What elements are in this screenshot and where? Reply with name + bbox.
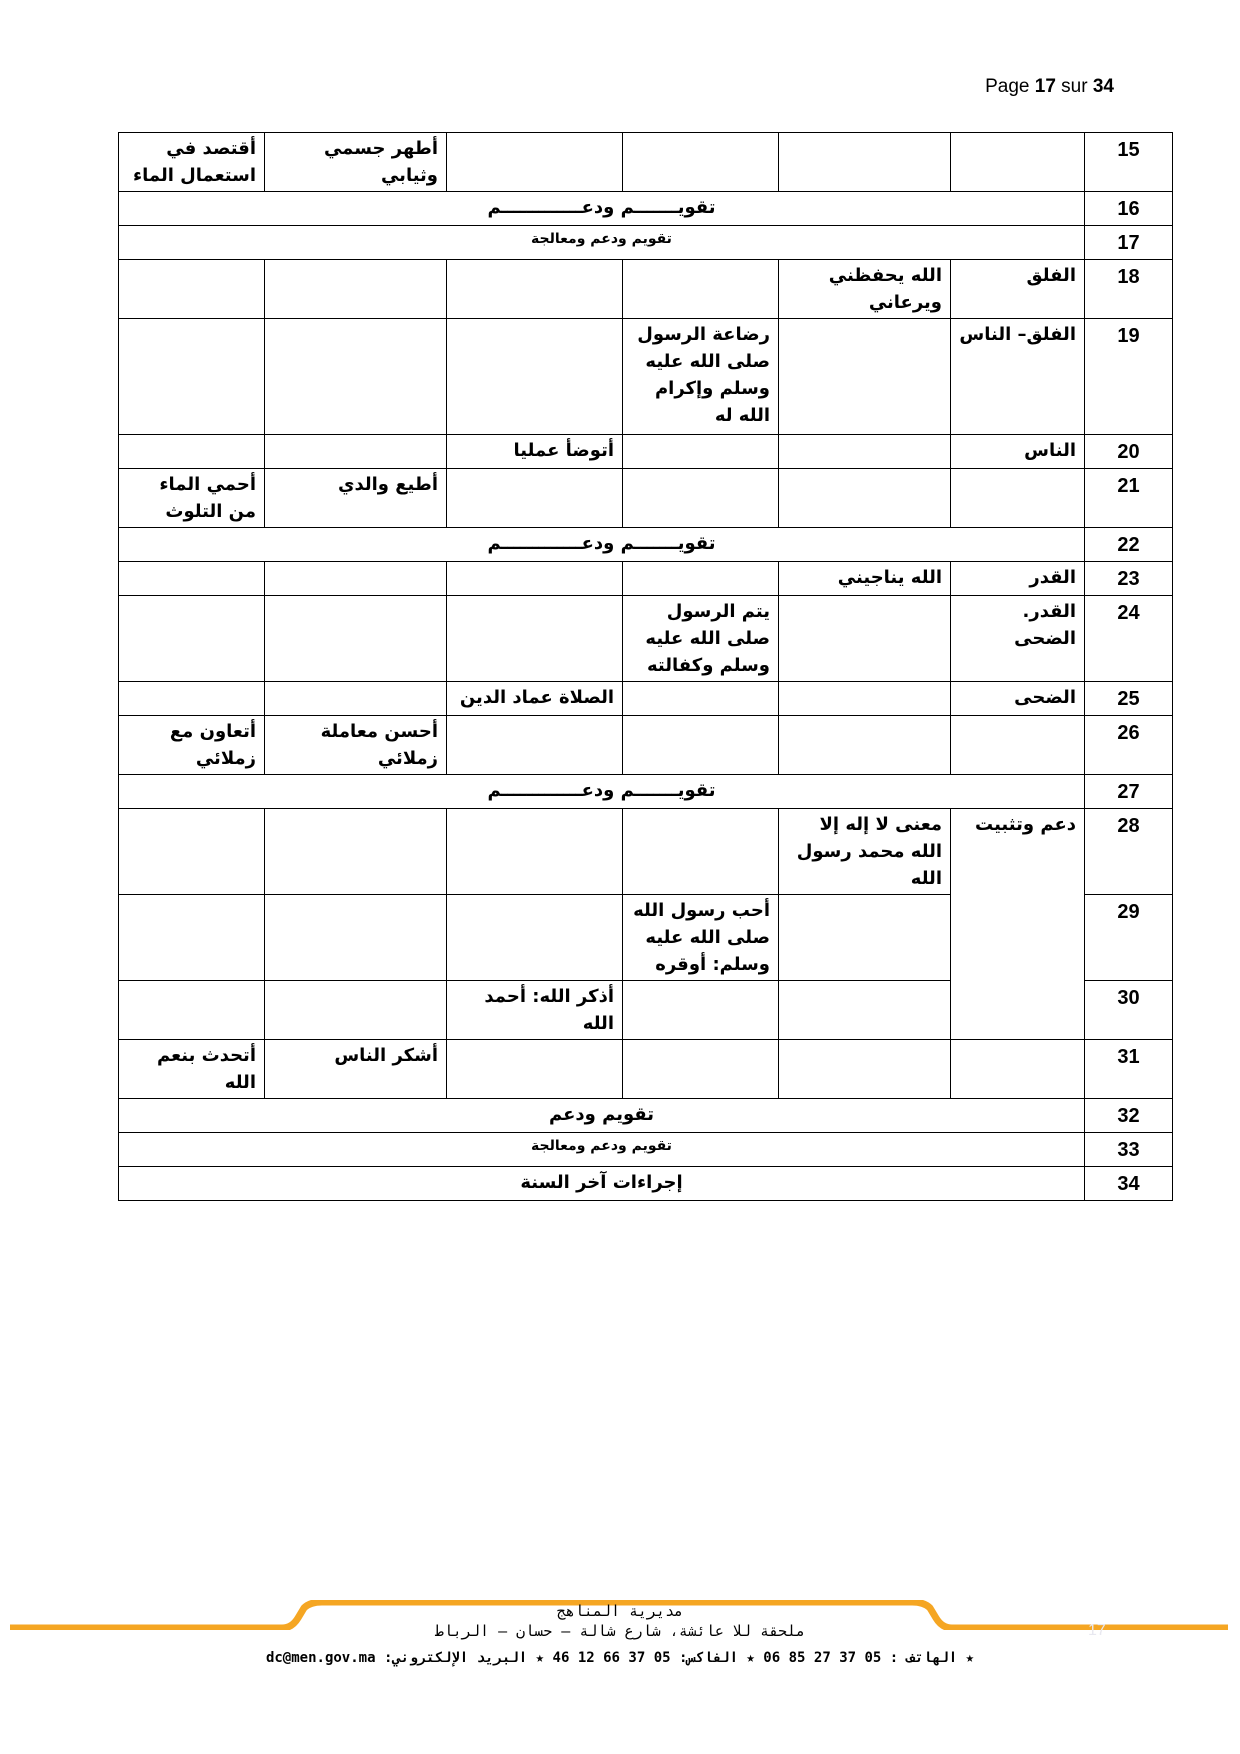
table-cell: أشكر الناس xyxy=(265,1040,447,1099)
table-row xyxy=(119,319,1173,435)
table-cell: أطيع والدي xyxy=(265,469,447,528)
table-cell: الناس xyxy=(951,435,1085,469)
footer-directorate: مديرية المناهج xyxy=(556,1602,684,1620)
table-cell xyxy=(623,260,779,319)
table-cell: أحمي الماء من التلوث xyxy=(119,469,265,528)
table-row xyxy=(119,562,1173,596)
table-cell xyxy=(447,809,623,895)
week-number: 33 xyxy=(1085,1133,1173,1167)
week-number: 17 xyxy=(1085,226,1173,260)
page-label: Page xyxy=(985,76,1030,97)
table-row xyxy=(119,260,1173,319)
page-number xyxy=(985,76,1114,98)
assessment-cell: تقويم ودعم ومعالجة xyxy=(119,1133,1085,1167)
assessment-cell: تقويـــــــم ودعـــــــــــــم xyxy=(119,528,1085,562)
table-row xyxy=(119,528,1173,562)
table-cell xyxy=(951,469,1085,528)
table-cell: الفلق– الناس xyxy=(951,319,1085,435)
table-cell xyxy=(623,981,779,1040)
assessment-cell: تقويم ودعم ومعالجة xyxy=(119,226,1085,260)
table-cell xyxy=(623,809,779,895)
table-cell xyxy=(119,319,265,435)
table-cell: أذكر الله: أحمد الله xyxy=(447,981,623,1040)
table-cell: القدر. الضحى xyxy=(951,596,1085,682)
table-cell: أحب رسول الله صلى الله عليه وسلم: أوقره xyxy=(623,895,779,981)
table-row xyxy=(119,716,1173,775)
table-cell xyxy=(623,682,779,716)
week-number: 25 xyxy=(1085,682,1173,716)
week-number: 34 xyxy=(1085,1167,1173,1201)
table-row xyxy=(119,192,1173,226)
table-cell: الضحى xyxy=(951,682,1085,716)
week-number: 31 xyxy=(1085,1040,1173,1099)
table-row xyxy=(119,469,1173,528)
table-cell xyxy=(779,716,951,775)
table-cell xyxy=(779,981,951,1040)
table-cell xyxy=(447,133,623,192)
table-cell xyxy=(623,435,779,469)
table-cell: أحسن معاملة زملائي xyxy=(265,716,447,775)
table-cell xyxy=(951,133,1085,192)
week-number: 26 xyxy=(1085,716,1173,775)
table-cell xyxy=(623,562,779,596)
table-cell xyxy=(265,981,447,1040)
table-cell: أتعاون مع زملائي xyxy=(119,716,265,775)
table-cell xyxy=(779,319,951,435)
table-cell xyxy=(119,596,265,682)
table-row xyxy=(119,435,1173,469)
table-cell: أتوضأ عمليا xyxy=(447,435,623,469)
footer-contact: ★ الهاتف : 05 37 27 85 06 ★ الفاكس: 05 37 66 12 46 ★ البريد الإلكتروني: dc@men.gov.ma xyxy=(265,1650,975,1666)
table-cell: الله يحفظني ويرعاني xyxy=(779,260,951,319)
week-number: 29 xyxy=(1085,895,1173,981)
table-cell: الصلاة عماد الدين xyxy=(447,682,623,716)
table-cell xyxy=(265,260,447,319)
page-total: 34 xyxy=(1092,76,1114,97)
end-of-year-cell: إجراءات آخر السنة xyxy=(119,1167,1085,1201)
table-row xyxy=(119,596,1173,682)
table-cell xyxy=(779,1040,951,1099)
table-cell: أتحدث بنعم الله xyxy=(119,1040,265,1099)
table-cell: أقتصد في استعمال الماء xyxy=(119,133,265,192)
table-row xyxy=(119,682,1173,716)
table-cell xyxy=(265,596,447,682)
table-cell xyxy=(951,895,1085,981)
table-cell xyxy=(119,981,265,1040)
table-cell xyxy=(447,562,623,596)
table-cell xyxy=(623,469,779,528)
table-row xyxy=(119,1133,1173,1167)
table-row xyxy=(119,895,1173,981)
table-cell xyxy=(265,562,447,596)
table-cell xyxy=(447,260,623,319)
table-cell: دعم وتثبيت xyxy=(951,809,1085,895)
table-cell xyxy=(265,809,447,895)
table-cell: القدر xyxy=(951,562,1085,596)
table-row xyxy=(119,809,1173,895)
table-cell xyxy=(119,260,265,319)
week-number: 32 xyxy=(1085,1099,1173,1133)
table-row xyxy=(119,226,1173,260)
table-cell xyxy=(779,682,951,716)
page-sur-label: sur xyxy=(1061,76,1088,97)
week-number: 19 xyxy=(1085,319,1173,435)
table-cell xyxy=(447,895,623,981)
table-cell xyxy=(779,469,951,528)
table-row xyxy=(119,1167,1173,1201)
table-cell xyxy=(623,133,779,192)
table-cell: رضاعة الرسول صلى الله عليه وسلم وإكرام الله له xyxy=(623,319,779,435)
table-cell xyxy=(779,895,951,981)
assessment-cell: تقويـــــــم ودعـــــــــــــم xyxy=(119,192,1085,226)
table-cell xyxy=(447,319,623,435)
table-cell xyxy=(779,435,951,469)
table-cell xyxy=(119,809,265,895)
table-cell xyxy=(265,682,447,716)
week-number: 30 xyxy=(1085,981,1173,1040)
table-cell xyxy=(447,1040,623,1099)
assessment-cell: تقويم ودعم xyxy=(119,1099,1085,1133)
table-row xyxy=(119,1040,1173,1099)
week-number: 28 xyxy=(1085,809,1173,895)
table-cell xyxy=(265,895,447,981)
table-cell xyxy=(447,596,623,682)
table-cell: الفلق xyxy=(951,260,1085,319)
week-number: 21 xyxy=(1085,469,1173,528)
table-cell xyxy=(779,596,951,682)
table-cell xyxy=(951,981,1085,1040)
week-number: 15 xyxy=(1085,133,1173,192)
table-row xyxy=(119,981,1173,1040)
table-cell: أطهر جسمي وثيابي xyxy=(265,133,447,192)
week-number: 23 xyxy=(1085,562,1173,596)
table-cell xyxy=(265,319,447,435)
table-row xyxy=(119,133,1173,192)
footer-ghost-page-number: 17 xyxy=(1088,1622,1106,1639)
table-cell xyxy=(119,682,265,716)
table-cell xyxy=(265,435,447,469)
curriculum-table xyxy=(118,132,1173,1201)
table-cell xyxy=(447,469,623,528)
table-cell xyxy=(119,435,265,469)
week-number: 24 xyxy=(1085,596,1173,682)
table-cell xyxy=(779,133,951,192)
table-row xyxy=(119,775,1173,809)
week-number: 22 xyxy=(1085,528,1173,562)
week-number: 16 xyxy=(1085,192,1173,226)
table-row xyxy=(119,1099,1173,1133)
table-cell xyxy=(447,716,623,775)
table-cell: الله يناجيني xyxy=(779,562,951,596)
table-cell xyxy=(951,1040,1085,1099)
assessment-cell: تقويـــــــم ودعـــــــــــــم xyxy=(119,775,1085,809)
table-cell: معنى لا إله إلا الله محمد رسول الله xyxy=(779,809,951,895)
week-number: 18 xyxy=(1085,260,1173,319)
table-cell xyxy=(119,895,265,981)
table-cell: يتم الرسول صلى الله عليه وسلم وكفالته xyxy=(623,596,779,682)
page-current: 17 xyxy=(1034,76,1056,97)
table-cell xyxy=(623,716,779,775)
table-cell xyxy=(623,1040,779,1099)
table-cell xyxy=(951,716,1085,775)
week-number: 20 xyxy=(1085,435,1173,469)
table-cell xyxy=(119,562,265,596)
footer-address: ملحقة للا عائشة، شارع شالة – حسان – الرباط xyxy=(434,1622,806,1640)
week-number: 27 xyxy=(1085,775,1173,809)
